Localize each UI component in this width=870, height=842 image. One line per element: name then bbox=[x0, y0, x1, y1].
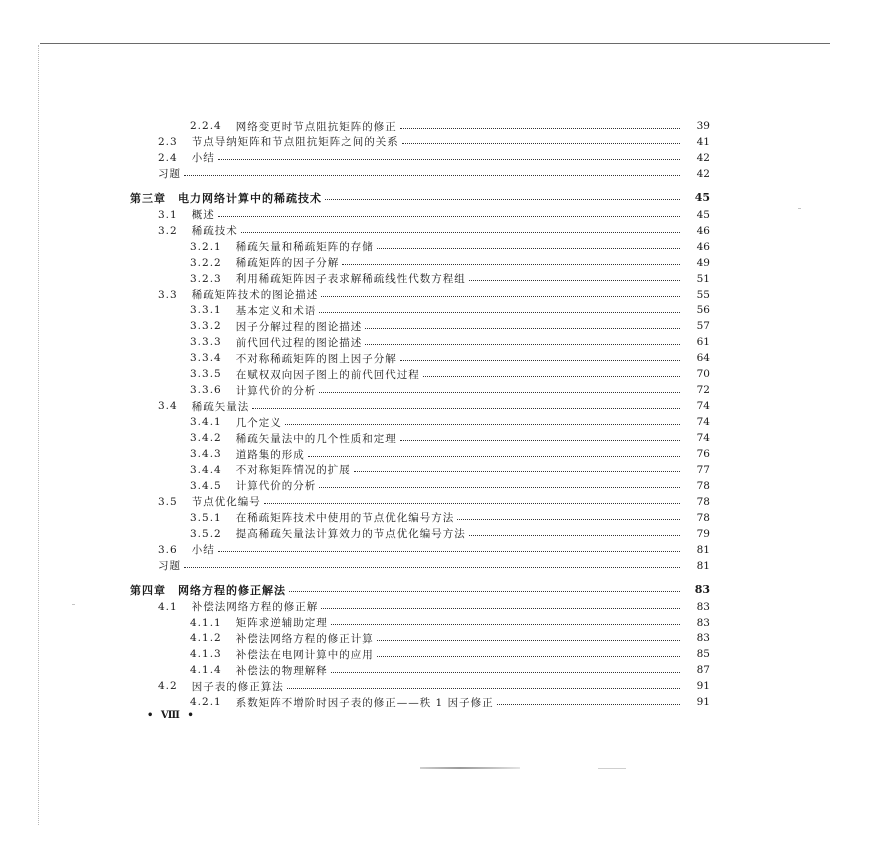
toc-entry-number: 2.4 bbox=[158, 151, 178, 164]
toc-entry bbox=[158, 398, 710, 414]
toc-chapter bbox=[130, 582, 710, 598]
dot-leader bbox=[400, 440, 680, 441]
page-number: • Ⅷ • bbox=[147, 710, 196, 721]
toc-entry-title: 计算代价的分析 bbox=[235, 384, 317, 397]
dot-leader bbox=[497, 704, 680, 705]
toc-entry-number: 3.3.4 bbox=[190, 352, 222, 365]
toc-entry-number: 3.3.6 bbox=[190, 384, 222, 397]
toc-entry-page: 78 bbox=[696, 511, 710, 524]
dot-leader bbox=[469, 535, 680, 536]
dot-leader bbox=[289, 591, 680, 592]
toc-entry-title: 习题 bbox=[158, 168, 181, 181]
toc-entry-title: 因子表的修正算法 bbox=[191, 680, 284, 693]
scan-speck bbox=[798, 208, 801, 209]
toc-entry-number: 3.4 bbox=[158, 400, 178, 413]
toc-entry-page: 74 bbox=[696, 400, 710, 413]
dot-leader bbox=[319, 392, 680, 393]
toc-entry-page: 49 bbox=[696, 256, 710, 269]
toc-entry bbox=[158, 134, 710, 150]
toc-entry-number: 3.5.2 bbox=[190, 527, 222, 540]
toc-entry-page: 42 bbox=[696, 151, 710, 164]
toc-entry-page: 85 bbox=[696, 648, 710, 661]
toc-entry-number: 3.4.1 bbox=[190, 416, 222, 429]
toc-entry-title: 因子分解过程的图论描述 bbox=[235, 320, 363, 333]
toc-entry-page: 70 bbox=[696, 368, 710, 381]
toc-entry-number: 第四章 bbox=[130, 583, 166, 597]
dot-leader bbox=[218, 159, 680, 160]
toc-entry bbox=[158, 150, 710, 166]
toc-entry-number: 4.1.4 bbox=[190, 664, 222, 677]
toc-entry bbox=[158, 287, 710, 303]
dot-leader bbox=[402, 143, 680, 144]
toc-entry-number: 3.4.5 bbox=[190, 479, 222, 492]
toc-entry bbox=[190, 382, 710, 398]
toc-entry-page: 56 bbox=[696, 304, 710, 317]
dot-leader bbox=[377, 640, 680, 641]
dot-leader bbox=[321, 608, 680, 609]
toc-entry bbox=[190, 318, 710, 334]
toc-entry bbox=[158, 494, 710, 510]
toc-entry-title: 提高稀疏矢量法计算效力的节点优化编号方法 bbox=[235, 528, 466, 541]
toc-entry-title: 基本定义和术语 bbox=[235, 304, 317, 317]
toc-entry-title: 矩阵求逆辅助定理 bbox=[235, 617, 328, 629]
dot-leader bbox=[287, 688, 680, 689]
toc-entry bbox=[190, 350, 710, 366]
toc-entry-number: 4.1 bbox=[158, 600, 178, 613]
dot-leader bbox=[377, 656, 680, 657]
toc-entry-number: 3.2.3 bbox=[190, 272, 222, 285]
dot-leader bbox=[423, 376, 680, 377]
toc-entry-number: 3.2 bbox=[158, 224, 178, 237]
dot-leader bbox=[377, 248, 680, 249]
toc-entry-number: 3.3 bbox=[158, 288, 178, 301]
toc-entry-page: 45 bbox=[694, 191, 710, 205]
toc-entry-title: 补偿法网络方程的修正解 bbox=[191, 601, 319, 614]
dot-leader bbox=[400, 128, 680, 129]
toc-entry-title: 网络方程的修正解法 bbox=[178, 583, 286, 597]
toc-entry-number: 3.3.1 bbox=[190, 304, 222, 317]
scan-smudge bbox=[420, 767, 520, 769]
toc-entry-page: 74 bbox=[696, 416, 710, 429]
dot-leader bbox=[319, 312, 680, 313]
top-rule bbox=[40, 43, 830, 44]
toc-entry-page: 79 bbox=[696, 527, 710, 540]
toc-entry-number: 4.2 bbox=[158, 680, 178, 693]
toc-entry-page: 45 bbox=[696, 208, 710, 221]
toc-entry-page: 42 bbox=[696, 167, 710, 180]
toc-entry-page: 46 bbox=[696, 224, 710, 237]
toc-entry-title: 稀疏矢量法 bbox=[191, 400, 250, 413]
toc-entry-page: 51 bbox=[696, 272, 710, 285]
toc-entry-number: 3.2.2 bbox=[190, 256, 222, 269]
toc-entry bbox=[190, 662, 710, 678]
toc-entry bbox=[158, 223, 710, 239]
dot-leader bbox=[308, 456, 680, 457]
toc-entry-page: 83 bbox=[696, 616, 710, 629]
toc-entry-title: 不对称矩阵情况的扩展 bbox=[235, 464, 351, 477]
toc-entry-number: 3.3.2 bbox=[190, 320, 222, 333]
toc-entry-number: 3.3.3 bbox=[190, 336, 222, 349]
toc-entry bbox=[158, 558, 710, 574]
toc-entry-page: 87 bbox=[696, 664, 710, 677]
toc-entry-number: 3.4.4 bbox=[190, 463, 222, 476]
dot-leader bbox=[400, 360, 680, 361]
toc-entry-page: 61 bbox=[696, 336, 710, 349]
toc-entry bbox=[190, 526, 710, 542]
toc-entry bbox=[190, 694, 710, 710]
dot-leader bbox=[184, 567, 680, 568]
toc-entry-title: 小结 bbox=[191, 152, 215, 165]
dot-leader bbox=[321, 296, 680, 297]
toc-entry-number: 3.5.1 bbox=[190, 511, 222, 524]
toc-entry-page: 77 bbox=[696, 463, 710, 476]
toc-entry-title: 补偿法网络方程的修正计算 bbox=[235, 632, 374, 645]
toc-entry bbox=[158, 207, 710, 223]
toc-entry-number: 3.1 bbox=[158, 208, 178, 221]
toc-chapter bbox=[130, 190, 710, 206]
toc-entry-title: 节点优化编号 bbox=[191, 496, 261, 509]
toc-entry-page: 91 bbox=[696, 696, 710, 709]
toc-entry-page: 41 bbox=[696, 135, 710, 148]
toc-entry-title: 道路集的形成 bbox=[235, 448, 305, 461]
toc-entry bbox=[190, 255, 710, 271]
toc-entry bbox=[190, 478, 710, 494]
toc-entry-page: 81 bbox=[696, 543, 710, 556]
toc-entry-title: 稀疏矩阵技术的图论描述 bbox=[191, 289, 319, 301]
toc-entry-title: 不对称稀疏矩阵的图上因子分解 bbox=[235, 352, 397, 365]
dot-leader bbox=[218, 216, 680, 217]
toc-entry-number: 4.1.3 bbox=[190, 648, 222, 661]
toc-entry-title: 计算代价的分析 bbox=[235, 480, 317, 493]
toc-entry bbox=[190, 239, 710, 255]
dot-leader bbox=[241, 232, 680, 233]
toc-entry-title: 在赋权双向因子图上的前代回代过程 bbox=[235, 368, 420, 381]
toc-entry-title: 电力网络计算中的稀疏技术 bbox=[178, 191, 322, 205]
dot-leader bbox=[354, 471, 680, 472]
toc-entry bbox=[190, 271, 710, 287]
toc-entry-title: 前代回代过程的图论描述 bbox=[235, 336, 363, 349]
toc-entry bbox=[190, 510, 710, 526]
toc-entry-number: 2.2.4 bbox=[190, 120, 222, 132]
toc-entry-title: 几个定义 bbox=[235, 416, 282, 429]
dot-leader bbox=[264, 503, 680, 504]
dot-leader bbox=[218, 551, 680, 552]
toc-entry-title: 稀疏技术 bbox=[191, 225, 238, 238]
toc-entry bbox=[190, 414, 710, 430]
dot-leader bbox=[252, 408, 680, 409]
toc-entry-number: 3.4.2 bbox=[190, 432, 222, 445]
toc-entry-page: 64 bbox=[696, 352, 710, 365]
toc-entry-title: 稀疏矢量和稀疏矩阵的存储 bbox=[235, 241, 374, 254]
toc-entry bbox=[190, 366, 710, 382]
toc-entry-page: 55 bbox=[696, 288, 710, 301]
toc-entry-page: 83 bbox=[696, 600, 710, 613]
toc-entry-page: 91 bbox=[696, 680, 710, 693]
toc-entry-page: 81 bbox=[696, 559, 710, 572]
toc-entry-number: 3.4.3 bbox=[190, 448, 222, 460]
toc-entry-page: 83 bbox=[694, 583, 710, 597]
toc-entry bbox=[158, 542, 710, 558]
toc-entry-title: 补偿法的物理解释 bbox=[235, 664, 328, 677]
toc-entry-number: 3.6 bbox=[158, 543, 178, 556]
toc-entry bbox=[190, 118, 710, 134]
dot-leader bbox=[365, 328, 680, 329]
dot-leader bbox=[331, 624, 680, 625]
toc-entry bbox=[158, 166, 710, 182]
toc-entry-title: 节点导纳矩阵和节点阻抗矩阵之间的关系 bbox=[191, 136, 399, 149]
toc-entry-title: 网络变更时节点阻抗矩阵的修正 bbox=[235, 120, 397, 133]
toc-entry bbox=[190, 430, 710, 446]
toc-entry-title: 利用稀疏矩阵因子表求解稀疏线性代数方程组 bbox=[235, 273, 466, 286]
toc-entry bbox=[190, 646, 710, 662]
scan-smudge bbox=[598, 768, 626, 769]
dot-leader bbox=[365, 344, 680, 345]
toc-entry-page: 78 bbox=[696, 479, 710, 492]
toc-entry-number: 4.2.1 bbox=[190, 696, 222, 709]
toc-entry bbox=[190, 462, 710, 478]
toc-entry-page: 72 bbox=[696, 384, 710, 397]
toc-entry-title: 概述 bbox=[191, 209, 215, 222]
toc-entry-title: 系数矩阵不增阶时因子表的修正——秩 1 因子修正 bbox=[235, 696, 494, 709]
toc-entry-page: 76 bbox=[696, 448, 710, 460]
toc-entry-page: 39 bbox=[696, 120, 710, 132]
toc-entry-number: 2.3 bbox=[158, 135, 178, 148]
toc-entry-title: 习题 bbox=[158, 560, 181, 573]
toc-entry-number: 3.2.1 bbox=[190, 240, 222, 253]
toc-entry-title: 补偿法在电网计算中的应用 bbox=[235, 648, 374, 661]
dot-leader bbox=[319, 487, 680, 488]
scan-edge-dots bbox=[38, 45, 39, 825]
toc-entry bbox=[190, 630, 710, 646]
toc-entry-number: 4.1.1 bbox=[190, 616, 222, 629]
dot-leader bbox=[342, 264, 680, 265]
toc-entry-page: 83 bbox=[696, 632, 710, 645]
toc-entry-title: 稀疏矩阵的因子分解 bbox=[235, 257, 340, 270]
toc-entry-number: 4.1.2 bbox=[190, 632, 222, 645]
toc-entry-title: 在稀疏矩阵技术中使用的节点优化编号方法 bbox=[235, 512, 455, 525]
toc-entry-page: 78 bbox=[696, 495, 710, 508]
toc-entry-page: 74 bbox=[696, 432, 710, 445]
toc-entry-number: 第三章 bbox=[130, 191, 166, 205]
toc-entry-page: 57 bbox=[696, 320, 710, 333]
toc-entry bbox=[190, 615, 710, 631]
toc-entry bbox=[158, 678, 710, 694]
toc-entry-number: 3.5 bbox=[158, 495, 178, 508]
toc-entry bbox=[190, 302, 710, 318]
dot-leader bbox=[184, 175, 680, 176]
toc-entry bbox=[158, 599, 710, 615]
dot-leader bbox=[331, 672, 680, 673]
toc-entry-number: 3.3.5 bbox=[190, 368, 222, 381]
scan-speck bbox=[72, 604, 75, 605]
toc-entry bbox=[190, 446, 710, 462]
toc-entry-title: 稀疏矢量法中的几个性质和定理 bbox=[235, 432, 397, 445]
toc-entry-title: 小结 bbox=[191, 544, 215, 557]
dot-leader bbox=[325, 199, 680, 200]
dot-leader bbox=[285, 424, 680, 425]
dot-leader bbox=[457, 519, 680, 520]
dot-leader bbox=[469, 280, 680, 281]
toc-entry bbox=[190, 334, 710, 350]
toc-entry-page: 46 bbox=[696, 240, 710, 253]
